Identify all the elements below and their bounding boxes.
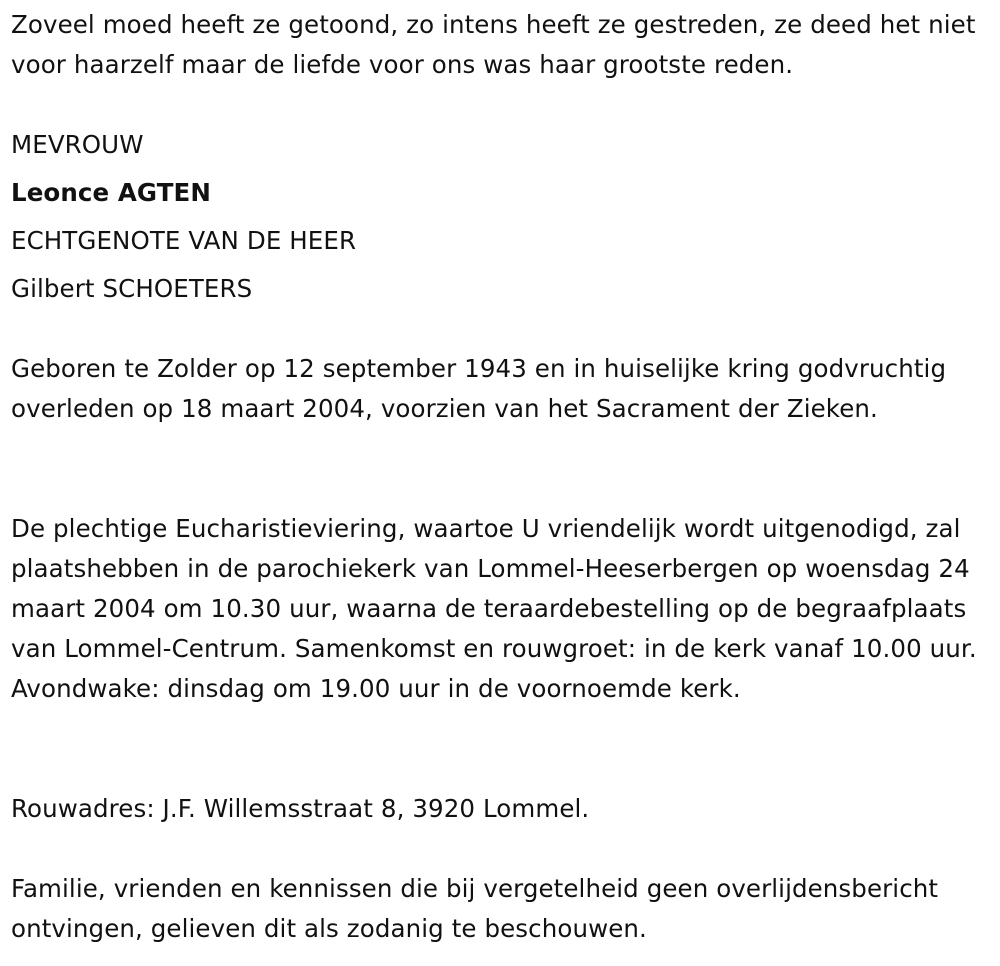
birth-death-paragraph: Geboren te Zolder op 12 september 1943 en in huiselijke kring godvruchtig overleden op 18 maart 2004, voorzien van het Sacrament der Zieken.	[11, 354, 947, 423]
memorial-quote: Zoveel moed heeft ze getoond, zo intens heeft ze gestreden, ze deed het niet voor haarzelf maar de liefde voor ons was haar grootste reden.	[11, 10, 976, 79]
ceremony-paragraph: De plechtige Eucharistieviering, waartoe U vriendelijk wordt uitgenodigd, zal plaatshebben in de parochiekerk van Lommel-Heeserbergen op woensdag 24 maart 2004 om 10.30 uur, waarna de teraardebestelling op de begraafplaats van Lommel-Centrum. Samenkomst en rouwgroet: in de kerk vanaf 10.00 uur. Avondwake: dinsdag om 19.00 uur in de voornoemde kerk.	[11, 514, 977, 703]
family-note-paragraph: Familie, vrienden en kennissen die bij vergetelheid geen overlijdensbericht ontvingen, gelieven dit als zodanig te beschouwen.	[11, 874, 939, 943]
relation-label: ECHTGENOTE VAN DE HEER	[11, 226, 357, 255]
spouse-name: Gilbert SCHOETERS	[11, 274, 253, 303]
mourning-address: Rouwadres: J.F. Willemsstraat 8, 3920 Lommel.	[11, 794, 590, 823]
deceased-name: Leonce AGTEN	[11, 178, 211, 207]
honorific-title: MEVROUW	[11, 130, 144, 159]
